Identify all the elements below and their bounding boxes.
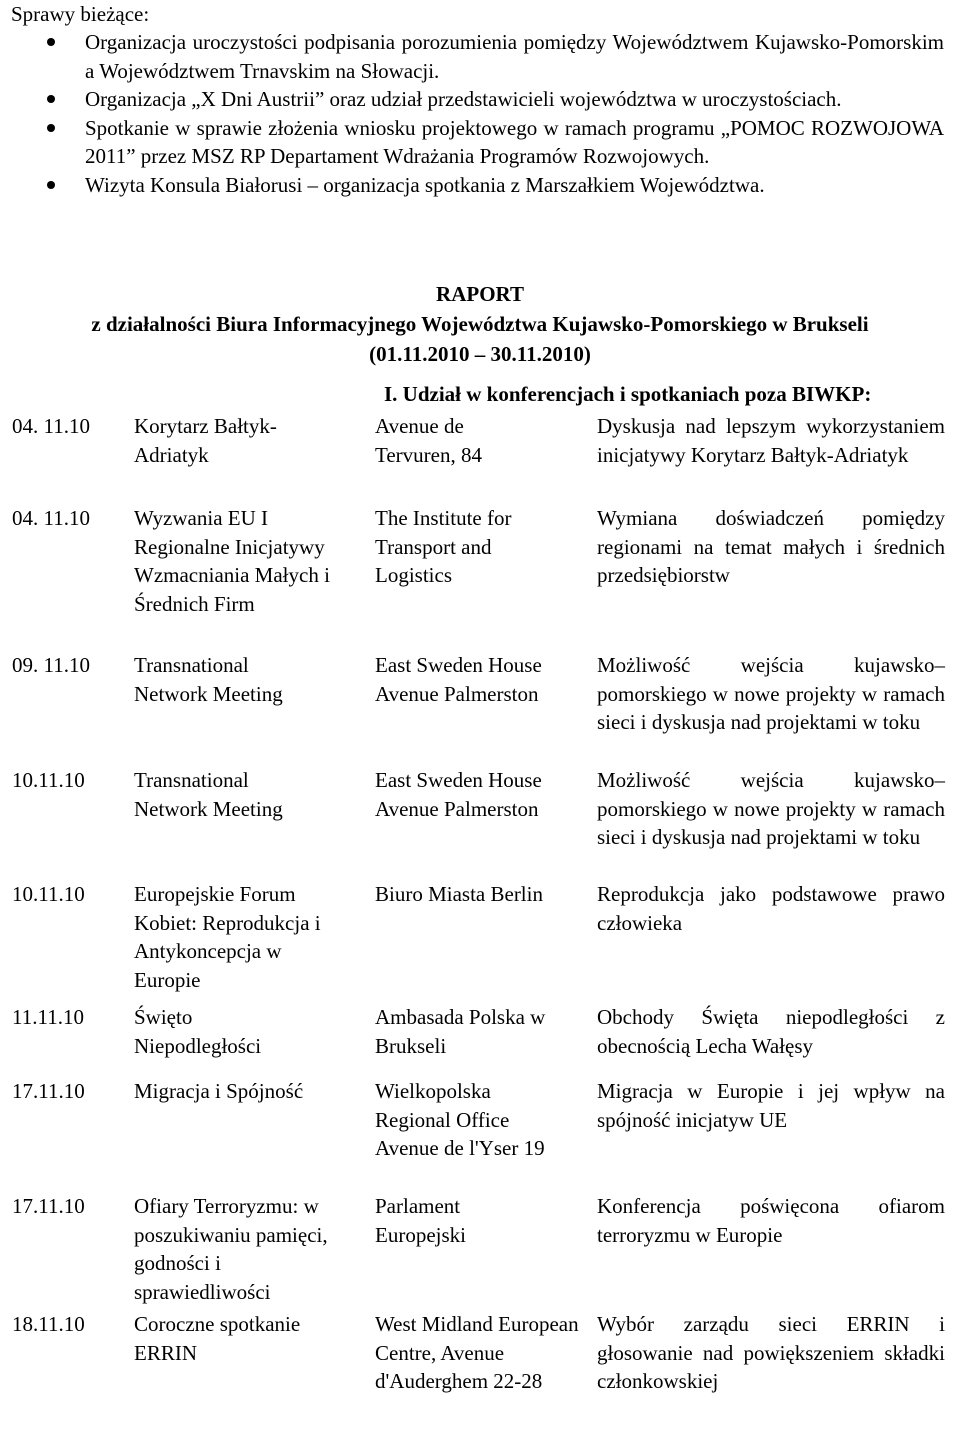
event-date: 04. 11.10 (12, 414, 90, 438)
section-heading: I. Udział w konferencjach i spotkaniach poza BIWKP: (384, 382, 872, 406)
event-place: West Midland European Centre, Avenue d'Auderghem 22-28 (375, 1312, 579, 1393)
list-item: Organizacja uroczystości podpisania porozumienia pomiędzy Województwem Kujawsko-Pomorskim a Województwem Trnavskim na Słowacji. (0, 28, 960, 85)
bullet-icon (47, 124, 55, 132)
event-title: Transnational Network Meeting (134, 653, 283, 706)
event-place: Biuro Miasta Berlin (375, 882, 543, 906)
event-place: Avenue de Tervuren, 84 (375, 414, 482, 467)
event-title: Europejskie Forum Kobiet: Reprodukcja i Antykoncepcja w Europie (134, 882, 321, 992)
event-date: 10.11.10 (12, 882, 85, 906)
event-title: Coroczne spotkanie ERRIN (134, 1312, 301, 1365)
event-title: Święto Niepodległości (134, 1005, 262, 1058)
event-date: 04. 11.10 (12, 506, 90, 530)
event-title: Migracja i Spójność (134, 1079, 304, 1103)
event-date: 18.11.10 (12, 1312, 85, 1336)
event-description: Konferencja poświęcona ofiarom terroryzmu w Europie (597, 1194, 945, 1247)
event-description: Obchody Święta niepodległości z obecnością Lecha Wałęsy (597, 1005, 945, 1058)
current-affairs-heading: Sprawy bieżące: (11, 2, 150, 26)
event-title: Ofiary Terroryzmu: w poszukiwaniu pamięci, godności i sprawiedliwości (134, 1194, 328, 1304)
event-description: Dyskusja nad lepszym wykorzystaniem inicjatywy Korytarz Bałtyk-Adriatyk (597, 414, 945, 467)
event-description: Możliwość wejścia kujawsko–pomorskiego w nowe projekty w ramach sieci i dyskusja nad projektami w toku (597, 653, 945, 734)
event-title: Korytarz Bałtyk-Adriatyk (134, 414, 277, 467)
current-affairs-list (0, 28, 960, 199)
bullet-icon (47, 181, 55, 189)
event-place: East Sweden House Avenue Palmerston (375, 653, 542, 706)
event-description: Możliwość wejścia kujawsko–pomorskiego w nowe projekty w ramach sieci i dyskusja nad projektami w toku (597, 768, 945, 849)
event-date: 11.11.10 (12, 1005, 84, 1029)
event-description: Wybór zarządu sieci ERRIN i głosowanie nad powiększeniem składki członkowskiej (597, 1312, 945, 1393)
event-place: Wielkopolska Regional Office Avenue de l'Yser 19 (375, 1079, 545, 1160)
event-date: 17.11.10 (12, 1194, 85, 1218)
report-subtitle: z działalności Biura Informacyjnego Województwa Kujawsko-Pomorskiego w Brukseli (91, 312, 869, 336)
report-period: (01.11.2010 – 30.11.2010) (369, 342, 591, 366)
event-place: East Sweden House Avenue Palmerston (375, 768, 542, 821)
list-item: Organizacja „X Dni Austrii” oraz udział przedstawicieli województwa w uroczystościach. (0, 85, 960, 114)
report-header (0, 279, 960, 369)
event-date: 10.11.10 (12, 768, 85, 792)
event-description: Wymiana doświadczeń pomiędzy regionami na temat małych i średnich przedsiębiorstw (597, 506, 945, 587)
event-title: Wyzwania EU I Regionalne Inicjatywy Wzmacniania Małych i Średnich Firm (134, 506, 330, 616)
event-date: 09. 11.10 (12, 653, 90, 677)
event-title: Transnational Network Meeting (134, 768, 283, 821)
bullet-icon (47, 38, 55, 46)
event-place: Ambasada Polska w Brukseli (375, 1005, 546, 1058)
list-item: Wizyta Konsula Białorusi – organizacja spotkania z Marszałkiem Województwa. (0, 171, 960, 200)
event-description: Migracja w Europie i jej wpływ na spójność inicjatyw UE (597, 1079, 945, 1132)
report-title: RAPORT (436, 282, 524, 306)
event-date: 17.11.10 (12, 1079, 85, 1103)
event-description: Reprodukcja jako podstawowe prawo człowieka (597, 882, 945, 935)
bullet-icon (47, 95, 55, 103)
event-place: The Institute for Transport and Logistics (375, 506, 512, 587)
event-place: Parlament Europejski (375, 1194, 466, 1247)
list-item: Spotkanie w sprawie złożenia wniosku projektowego w ramach programu „POMOC ROZWOJOWA 2011” przez MSZ RP Departament Wdrażania Programów Rozwojowych. (0, 114, 960, 171)
